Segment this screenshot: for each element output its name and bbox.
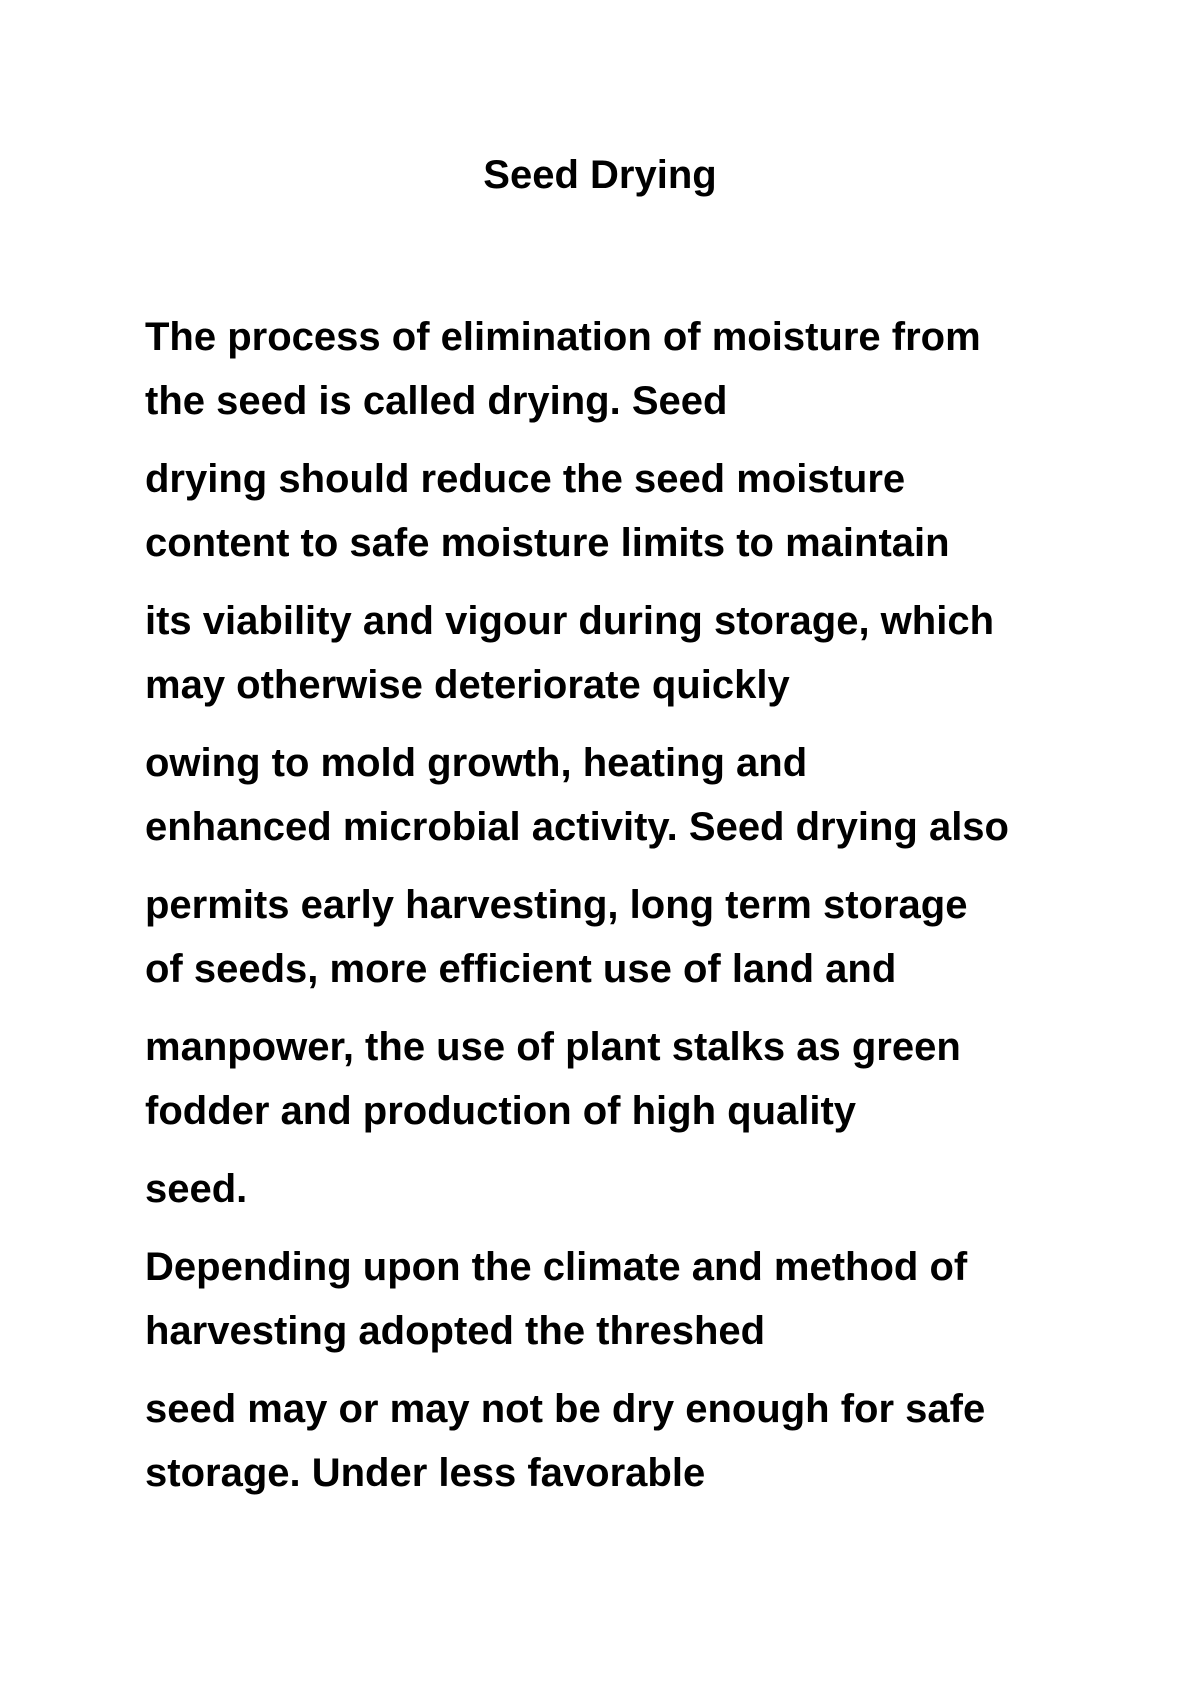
paragraph	[145, 305, 1075, 433]
paragraph	[145, 1377, 1075, 1505]
text-line: the seed is called drying. Seed	[145, 379, 728, 423]
text-line: The process of elimination of moisture from	[145, 315, 981, 359]
paragraph	[145, 589, 1075, 717]
text-line: owing to mold growth, heating and	[145, 741, 808, 785]
text-line: drying should reduce the seed moisture	[145, 457, 906, 501]
text-line: its viability and vigour during storage, which	[145, 599, 995, 643]
text-line: seed may or may not be dry enough for safe	[145, 1387, 986, 1431]
text-line: manpower, the use of plant stalks as green	[145, 1025, 961, 1069]
document-body	[145, 305, 1075, 1519]
text-line: of seeds, more efficient use of land and	[145, 947, 897, 991]
text-line: seed.	[145, 1167, 248, 1211]
text-line: content to safe moisture limits to maintain	[145, 521, 950, 565]
paragraph	[145, 1015, 1075, 1143]
paragraph	[145, 873, 1075, 1001]
text-line: harvesting adopted the threshed	[145, 1309, 766, 1353]
document-title: Seed Drying	[483, 153, 717, 197]
text-line: enhanced microbial activity. Seed drying also	[145, 805, 1009, 849]
text-line: permits early harvesting, long term storage	[145, 883, 968, 927]
text-line: storage. Under less favorable	[145, 1451, 706, 1495]
paragraph	[145, 731, 1075, 859]
text-line: fodder and production of high quality	[145, 1089, 857, 1133]
text-line: Depending upon the climate and method of	[145, 1245, 968, 1289]
paragraph	[145, 447, 1075, 575]
text-line: may otherwise deteriorate quickly	[145, 663, 790, 707]
paragraph	[145, 1157, 1075, 1221]
paragraph	[145, 1235, 1075, 1363]
